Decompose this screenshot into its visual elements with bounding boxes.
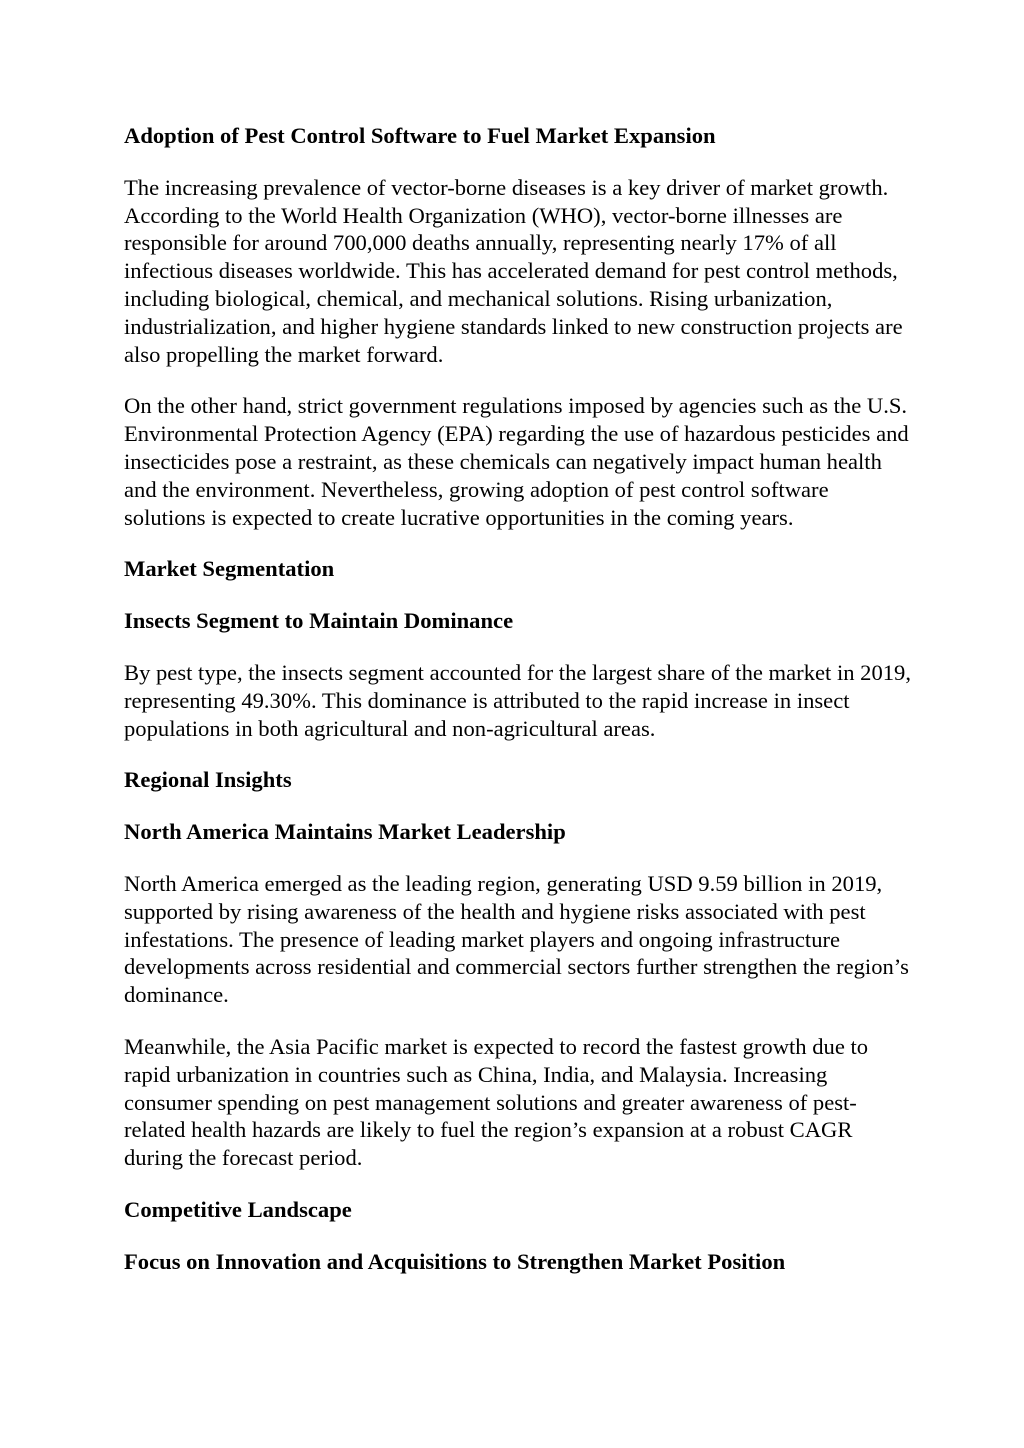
section-heading-pest-control-software: Adoption of Pest Control Software to Fuel Market Expansion	[124, 123, 716, 148]
paragraph-market-restraints: On the other hand, strict government regulations imposed by agencies such as the U.S. Environmental Protection Agency (EPA) regarding the use of hazardous pesticides and insecticides pose a restraint, as these chemicals can negatively impact human health and the environment. Nevertheless, growing adoption of pest control software solutions is expected to create lucrative opportunities in the coming years.	[124, 393, 909, 530]
section-heading-competitive-landscape: Competitive Landscape	[124, 1196, 352, 1222]
paragraph-market-drivers: The increasing prevalence of vector-borne diseases is a key driver of market growth. According to the World Health Organization (WHO), vector-borne illnesses are responsible for around 700,000 deaths annually, representing nearly 17% of all infectious diseases worldwide. This has accelerated demand for pest control methods, including biological, chemical, and mechanical solutions. Rising urbanization, industrialization, and higher hygiene standards linked to new construction projects are also propelling the market forward.	[124, 174, 903, 367]
paragraph-north-america: North America emerged as the leading region, generating USD 9.59 billion in 2019, supported by rising awareness of the health and hygiene risks associated with pest infestations. The presence of leading market players and ongoing infrastructure developments across residential and commercial sectors further strengthen the region’s dominance.	[124, 870, 909, 1008]
paragraph-insects-segment: By pest type, the insects segment accounted for the largest share of the market in 2019, representing 49.30%. This dominance is attributed to the rapid increase in insect populations in both agricultural and non-agricultural areas.	[124, 659, 911, 741]
document-page	[124, 122, 914, 1300]
paragraph-asia-pacific: Meanwhile, the Asia Pacific market is expected to record the fastest growth due to rapid urbanization in countries such as China, India, and Malaysia. Increasing consumer spending on pest management solutions and greater awareness of pest-related health hazards are likely to fuel the region’s expansion at a robust CAGR during the forecast period.	[124, 1033, 869, 1171]
subheading-innovation-acquisitions: Focus on Innovation and Acquisitions to Strengthen Market Position	[124, 1248, 786, 1274]
section-heading-market-segmentation: Market Segmentation	[124, 556, 335, 582]
section-heading-regional-insights: Regional Insights	[124, 767, 292, 793]
subheading-north-america: North America Maintains Market Leadership	[124, 819, 566, 845]
subheading-insects-segment: Insects Segment to Maintain Dominance	[124, 608, 514, 634]
